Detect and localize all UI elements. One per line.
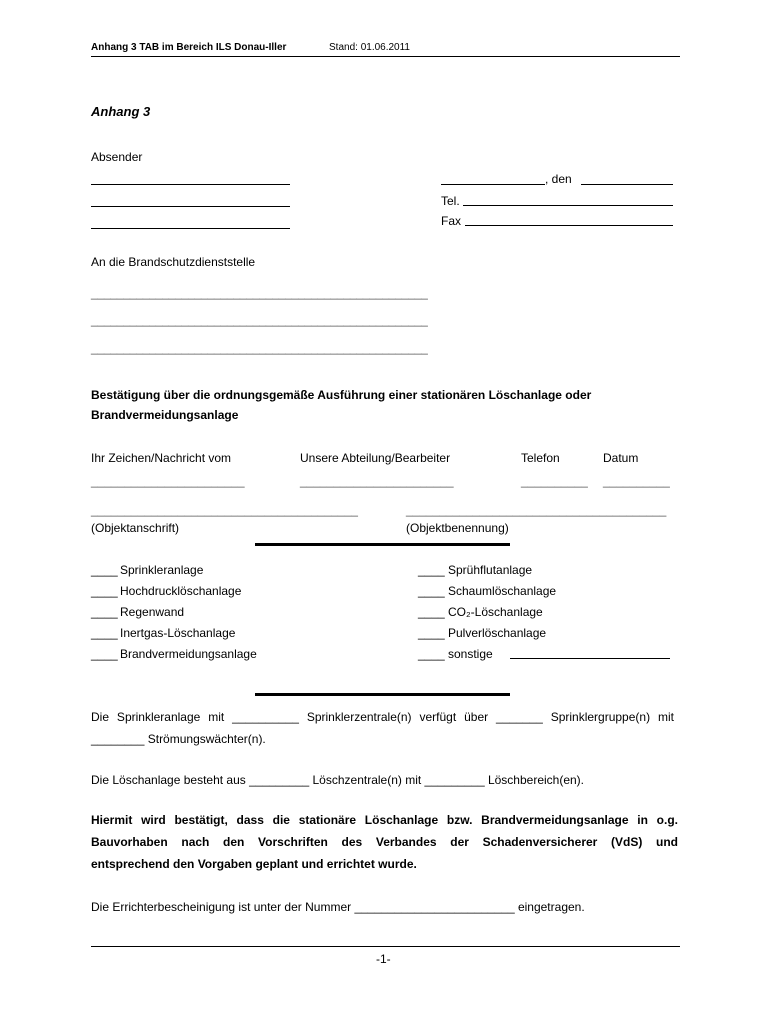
object-name-label: (Objektbenennung) [406, 521, 509, 535]
ref-field-phone[interactable]: __________ [521, 474, 588, 488]
checkbox-co2[interactable]: ____ [418, 605, 445, 619]
ref-field-date[interactable]: __________ [603, 474, 670, 488]
checkbox-inert-gas[interactable]: ____ [91, 626, 118, 640]
checkbox-rain-wall[interactable]: ____ [91, 605, 118, 619]
other-system-field[interactable] [510, 658, 670, 659]
checkbox-high-pressure[interactable]: ____ [91, 584, 118, 598]
checkbox-other[interactable]: ____ [418, 647, 445, 661]
document-heading-line2: Brandvermeidungsanlage [91, 408, 239, 422]
checkbox-fire-prevention[interactable]: ____ [91, 647, 118, 661]
sender-label: Absender [91, 150, 143, 164]
ref-field-department[interactable]: _______________________ [300, 474, 454, 488]
ref-field-your-sign[interactable]: _______________________ [91, 474, 245, 488]
sender-line-1[interactable] [91, 184, 290, 185]
extinguishing-statement: Die Löschanlage besteht aus _________ Löschzentrale(n) mit _________ Löschbereich(en). [91, 773, 585, 787]
system-label: Schaumlöschanlage [448, 584, 557, 598]
sender-line-2[interactable] [91, 206, 290, 207]
place-field[interactable] [441, 184, 545, 185]
recipient-line-1[interactable]: ____________________________________________________ [91, 286, 428, 300]
date-field[interactable] [581, 184, 673, 185]
section-divider-top [255, 543, 510, 546]
header-rule [91, 56, 680, 57]
object-address-label: (Objektanschrift) [91, 521, 180, 535]
page-number: -1- [376, 952, 391, 966]
ref-label-department: Unsere Abteilung/Bearbeiter [300, 451, 451, 465]
recipient-line-3[interactable]: ____________________________________________________ [91, 341, 428, 355]
page-title: Anhang 3 [91, 104, 151, 119]
system-label: sonstige [448, 647, 493, 661]
tel-field[interactable] [463, 205, 673, 206]
sender-line-3[interactable] [91, 228, 290, 229]
recipient-line-2[interactable]: ____________________________________________________ [91, 313, 428, 327]
system-label: Brandvermeidungsanlage [120, 647, 257, 661]
recipient-label: An die Brandschutzdienststelle [91, 255, 256, 269]
sprinkler-statement-line2: ________ Strömungswächter(n). [91, 732, 266, 746]
confirmation-line3: entsprechend den Vorgaben geplant und errichtet wurde. [91, 857, 417, 871]
object-name-field[interactable]: _______________________________________ [406, 503, 667, 517]
checkbox-sprinkler[interactable]: ____ [91, 563, 118, 577]
confirmation-line2: Bauvorhaben nach den Vorschriften des Verbandes der Schadenversicherer (VdS) und [91, 835, 678, 849]
system-label: Regenwand [120, 605, 185, 619]
object-address-field[interactable]: ________________________________________ [91, 503, 358, 517]
fax-label: Fax [441, 214, 462, 228]
system-label: Inertgas-Löschanlage [120, 626, 236, 640]
system-label: Pulverlöschanlage [448, 626, 547, 640]
header-left: Anhang 3 TAB im Bereich ILS Donau-Iller [91, 42, 287, 53]
checkbox-deluge[interactable]: ____ [418, 563, 445, 577]
ref-label-date: Datum [603, 451, 639, 465]
confirmation-line1: Hiermit wird bestätigt, dass die stationäre Löschanlage bzw. Brandvermeidungsanlage in o.g. [91, 813, 678, 827]
header-date: Stand: 01.06.2011 [329, 42, 410, 53]
certificate-statement: Die Errichterbescheinigung ist unter der Nummer ________________________ eingetragen. [91, 900, 585, 914]
section-divider-bottom [255, 693, 510, 696]
document-heading-line1: Bestätigung über die ordnungsgemäße Ausführung einer stationären Löschanlage oder [91, 388, 592, 402]
ref-label-your-sign: Ihr Zeichen/Nachricht vom [91, 451, 232, 465]
system-label: Sprühflutanlage [448, 563, 533, 577]
system-label: Hochdrucklöschanlage [120, 584, 242, 598]
system-label: Sprinkleranlage [120, 563, 204, 577]
date-label: , den [545, 172, 572, 186]
system-label: CO₂-Löschanlage [448, 605, 543, 619]
checkbox-foam[interactable]: ____ [418, 584, 445, 598]
footer-rule [91, 946, 680, 947]
tel-label: Tel. [441, 194, 460, 208]
sprinkler-statement-line1: Die Sprinkleranlage mit __________ Sprinklerzentrale(n) verfügt über _______ Sprinklergruppe(n) mit [91, 710, 674, 724]
ref-label-phone: Telefon [521, 451, 560, 465]
checkbox-powder[interactable]: ____ [418, 626, 445, 640]
fax-field[interactable] [465, 225, 673, 226]
